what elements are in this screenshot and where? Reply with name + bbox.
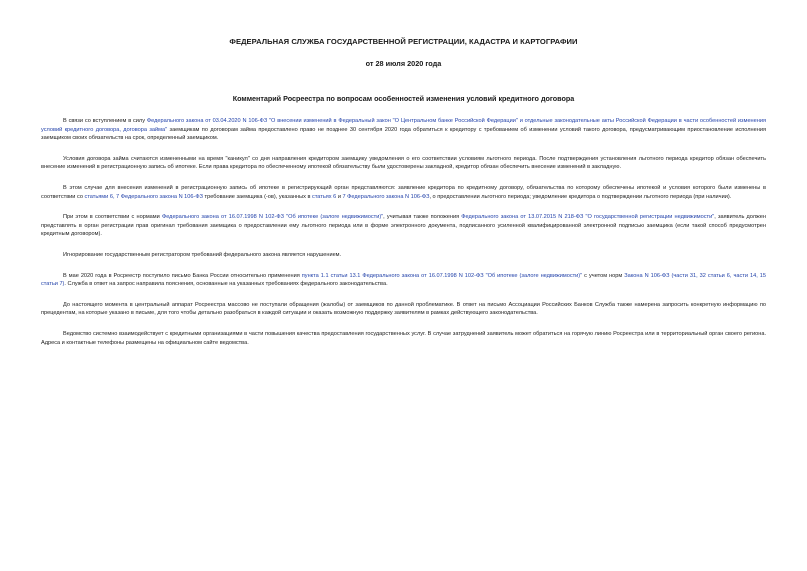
paragraph-text: . Служба в ответ на запрос направила пояснения, основанные на указанных требованиях федерального законодательства. <box>64 281 388 288</box>
paragraph-2 <box>41 155 766 172</box>
paragraph-text: В этом случае для внесения изменений в регистрационную запись об ипотеке в регистрирующий орган представляются: заявление кредитора по кредитному договору, обязательства по которому обеспечены ипотекой и условия которого были изменены в соответствии со <box>41 184 766 200</box>
paragraph-text: требование заемщика (-ов), указанных в <box>202 193 313 200</box>
law-link-article-7[interactable]: 7 Федерального закона N 106-ФЗ <box>342 193 430 200</box>
paragraph-text: , заявитель должен представлять в орган регистрации прав оригинал требования заемщика о предоставлении ему льготного периода или в форме электронного документа, подписанного усиленной квалифицированной электронной подписью заемщика (если такой способ предусмотрен кредитным договором). <box>41 214 766 238</box>
paragraph-5 <box>41 251 766 260</box>
document-title: Комментарий Росреестра по вопросам особенностей изменения условий кредитного договора <box>232 94 575 103</box>
paragraph-text: При этом в соответствии с нормами <box>63 214 162 221</box>
law-link-articles-6-7[interactable]: статьями 6, 7 Федерального закона N 106-ФЗ <box>84 193 203 200</box>
paragraph-3 <box>41 184 766 201</box>
paragraph-text: заемщикам по договорам займа предоставлено право не позднее 30 сентября 2020 года обратиться к кредитору с требованием об изменении условий такого договора, предусматривающим приостановление исполнения заемщиком своих обязательств на срок, определенный заемщиком. <box>41 126 767 142</box>
paragraph-text: Условия договора займа считаются измененными на время "каникул" со дня направления кредитором заемщику уведомления о его соответствии условиям льготного периода. После подтверждения установления льготного периода кредитор обязан обеспечить внесение изменений в регистрационную запись об ипотеке. Если права кредитора по обеспеченному ипотекой обязательству были удостоверены закладной, кредитор обязан обеспечить внесение изменений в закладную. <box>41 155 766 171</box>
paragraph-text: До настоящего момента в центральный аппарат Росреестра массово не поступали обращения (жалобы) от заемщиков по данной проблематике. В ответ на письмо Ассоциации Российских Банков Служба также намерена запросить конкретную информацию по прецедентам, на которые указано в письме, для того чтобы детально разобраться в каждой ситуации и оказать возможную поддержку заявителям в рамках действующего законодательства. <box>41 301 766 317</box>
agency-heading: ФЕДЕРАЛЬНАЯ СЛУЖБА ГОСУДАРСТВЕННОЙ РЕГИСТРАЦИИ, КАДАСТРА И КАРТОГРАФИИ <box>229 37 578 46</box>
law-link-218fz[interactable]: Федерального закона от 13.07.2015 N 218-ФЗ "О государственной регистрации недвижимости" <box>461 214 715 221</box>
law-link-102fz[interactable]: Федерального закона от 16.07.1998 N 102-ФЗ "Об ипотеке (залоге недвижимости)" <box>161 214 384 221</box>
law-link-106fz-parts[interactable]: Закона N 106-ФЗ (части 31, 32 статьи 6, части 14, 15 статьи 7) <box>41 272 767 288</box>
paragraph-8 <box>41 330 766 347</box>
paragraph-text: Ведомство системно взаимодействует с кредитными организациями в части повышения качества предоставления государственных услуг. В случае затруднений заявитель может обратиться на горячую линию Росреестра или в территориальный орган своего региона. Адреса и контактные телефоны размещены на официальном сайте ведомства. <box>41 330 766 346</box>
paragraph-7 <box>41 301 766 318</box>
law-link-article-6[interactable]: статьях 6 <box>312 193 337 200</box>
paragraph-text: и <box>336 193 343 200</box>
paragraph-text: , о предоставлении льготного периода; уведомление кредитора о подтверждении льготного периода (при наличии). <box>429 193 732 200</box>
paragraph-text: с учетом норм <box>582 272 625 279</box>
paragraph-text: В связи со вступлением в силу <box>63 118 147 124</box>
paragraph-4 <box>41 213 766 239</box>
document-body <box>41 117 766 359</box>
paragraph-1 <box>41 117 766 143</box>
law-link-102fz-article-13-1[interactable]: пункта 1.1 статьи 13.1 Федерального закона от 16.07.1998 N 102-ФЗ "Об ипотеке (залоге недвижимости)" <box>301 272 583 279</box>
paragraph-6 <box>41 272 766 289</box>
paragraph-text: В мае 2020 года в Росреестр поступило письмо Банка России относительно применения <box>63 272 302 279</box>
paragraph-text: , учитывая также положения <box>383 214 462 221</box>
document-date: от 28 июля 2020 года <box>365 59 442 68</box>
paragraph-text: Игнорирование государственным регистратором требований федерального закона является нарушением. <box>63 251 342 258</box>
law-link-106fz[interactable]: Федерального закона от 03.04.2020 N 106-ФЗ "О внесении изменений в Федеральный закон "О Центральном банке Российской Федерации" и отдельные законодательные акты Российской Федерации в части особенностей изменения условий кредитного договора, договора займа" <box>41 118 767 133</box>
